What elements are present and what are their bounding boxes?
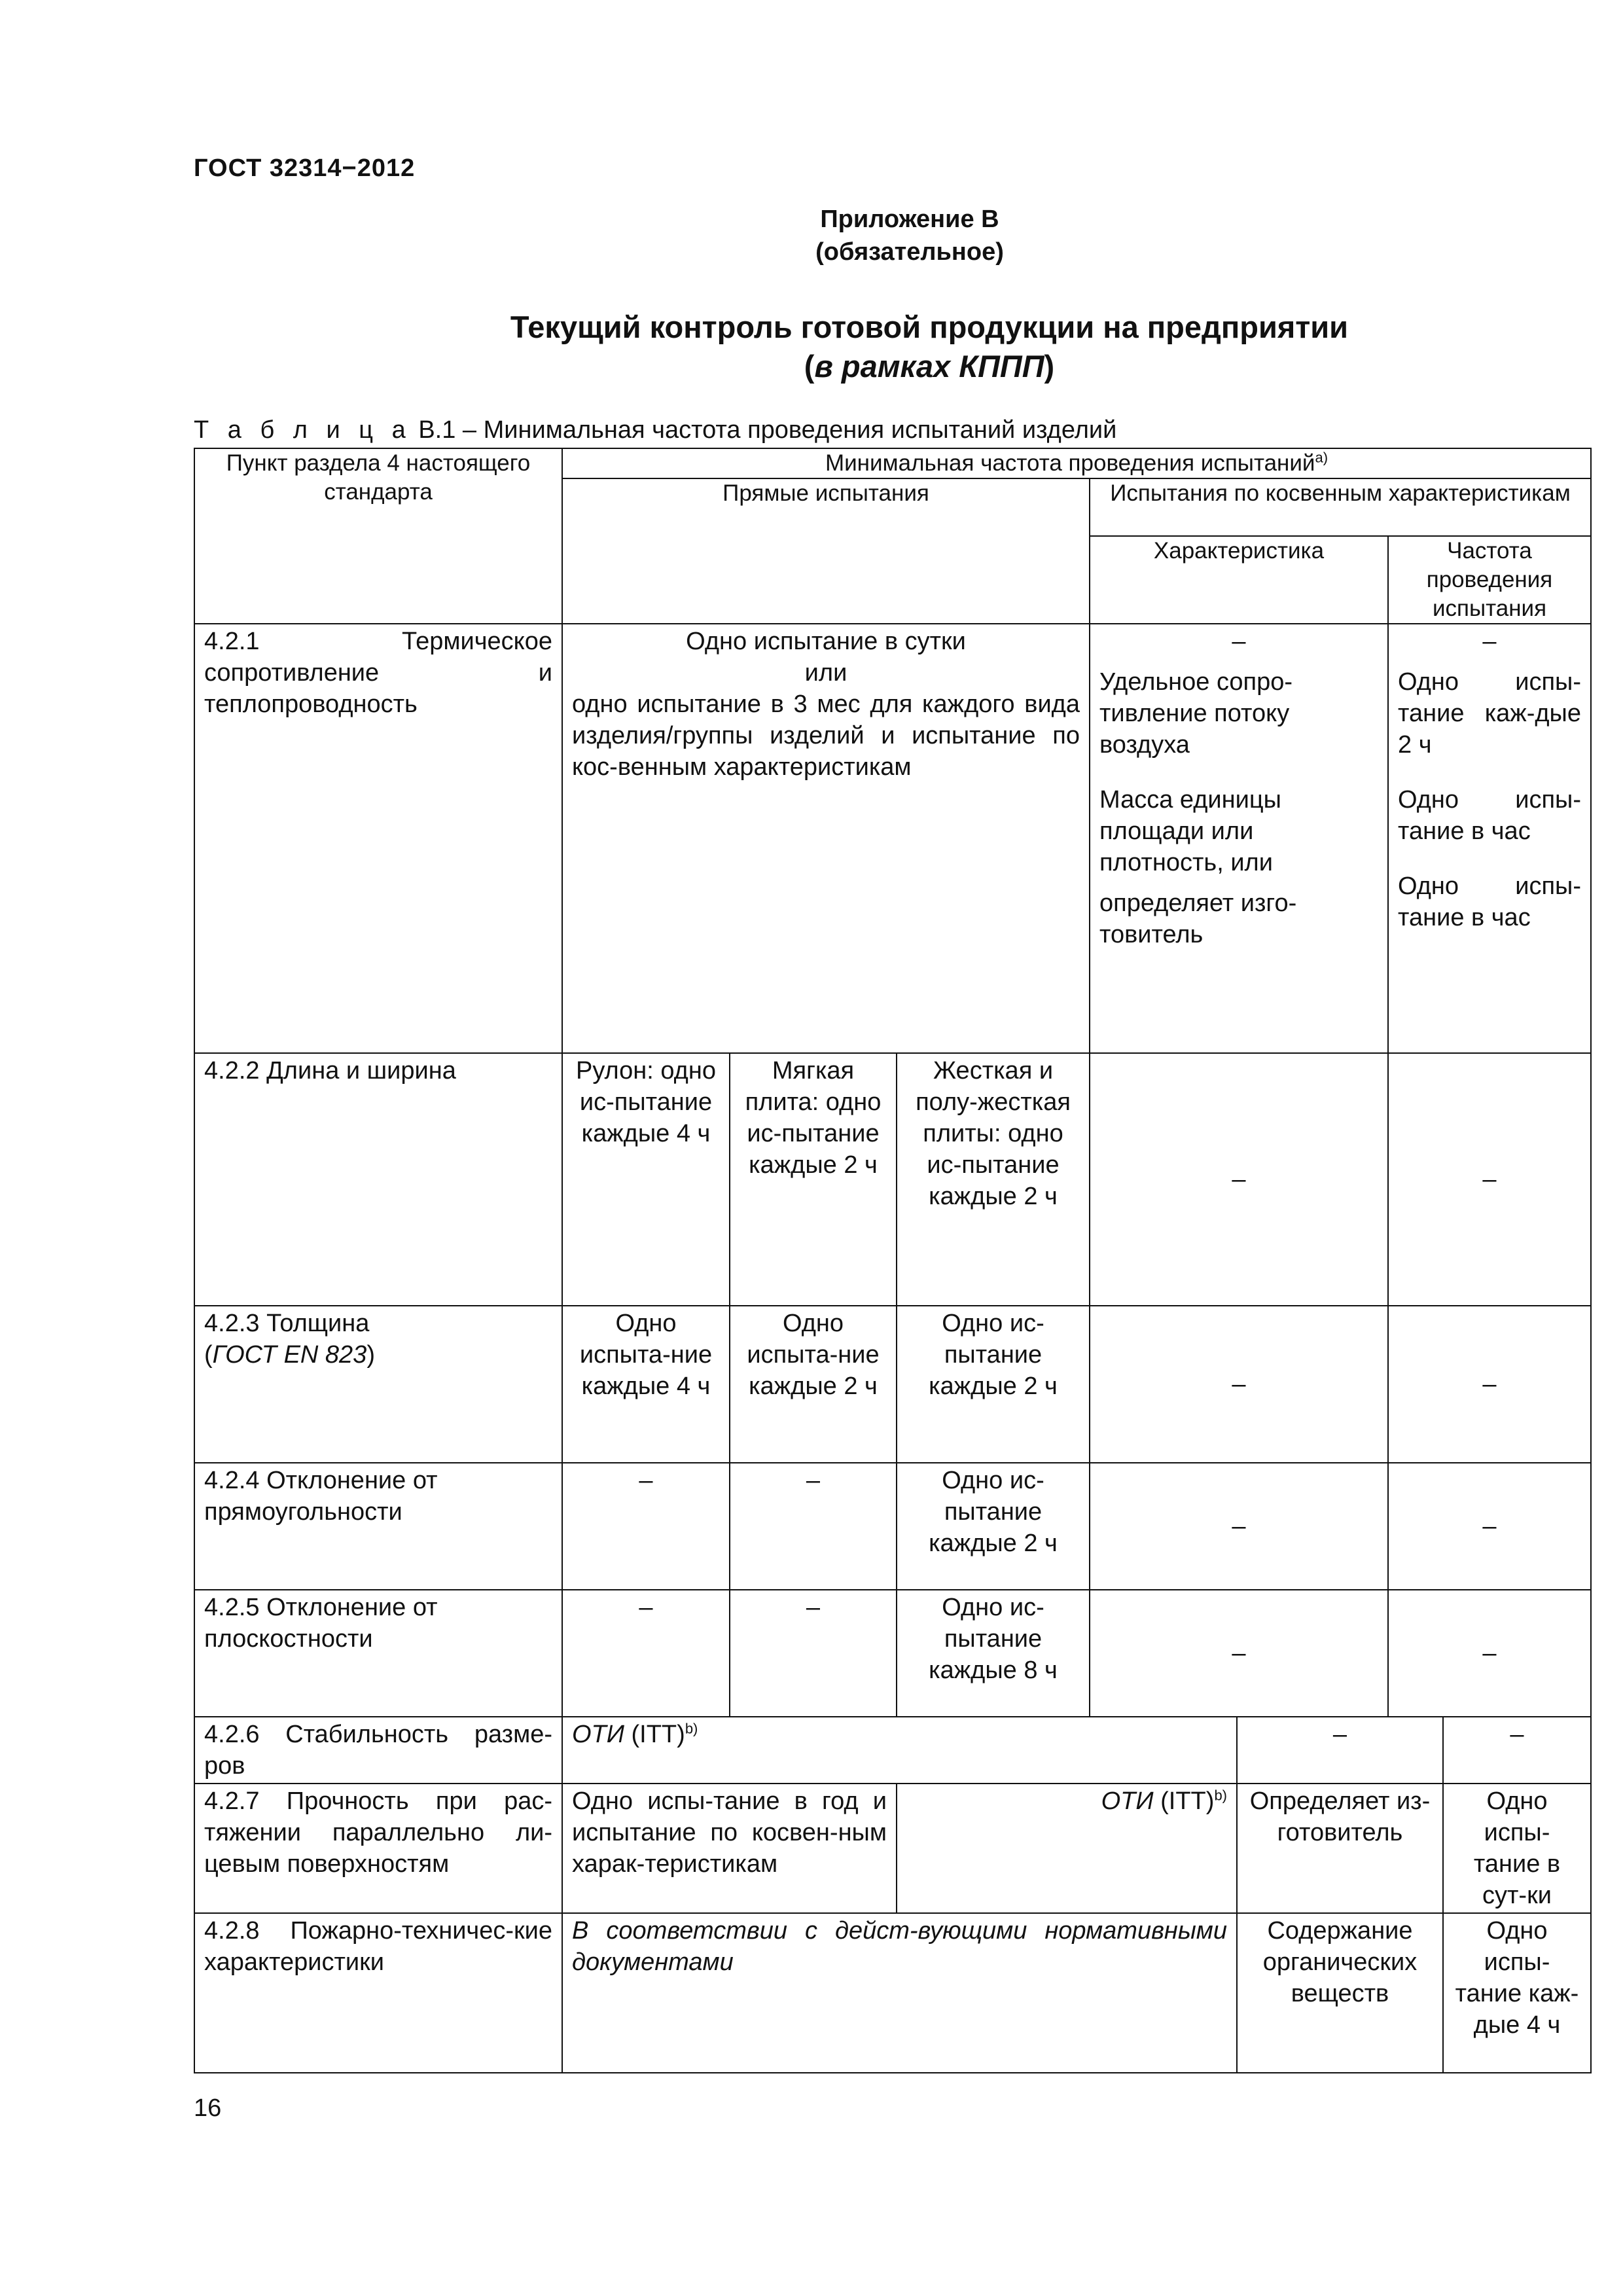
clause-4-2-8: 4.2.8 Пожарно-техничес-кие характеристики	[194, 1913, 562, 2073]
frequency-hourly-2: Одно испы-тание в час	[1398, 872, 1581, 931]
appendix-status: (обязательное)	[815, 238, 1004, 266]
roll-4-2-2: Рулон: одно ис-пытание каждые 4 ч	[562, 1053, 730, 1306]
frequency-every-2h: Одно испы-тание каж-дые 2 ч	[1398, 668, 1581, 759]
footnote-b-mark: b)	[685, 1720, 698, 1737]
itt-label: (ITT)	[1153, 1787, 1215, 1815]
itt-label: (ITT)	[624, 1721, 685, 1748]
table-row	[194, 624, 1591, 1053]
footnote-b-mark: b)	[1214, 1787, 1227, 1804]
soft-board-4-2-3: Одно испыта-ние каждые 2 ч	[730, 1306, 897, 1463]
characteristic-4-2-2: –	[1090, 1053, 1388, 1306]
direct-4-2-1-quarterly: одно испытание в 3 мес для каждого вида изделия/группы изделий и испытание по кос-венным характеристикам	[572, 691, 1080, 781]
characteristic-4-2-8: Содержание органических веществ	[1237, 1913, 1443, 2073]
frequency-4-2-4: –	[1388, 1463, 1591, 1590]
soft-board-4-2-2: Мягкая плита: одно ис-пытание каждые 2 ч	[730, 1053, 897, 1306]
clause-4-2-2: 4.2.2 Длина и ширина	[194, 1053, 562, 1306]
clause-4-2-3-ref	[204, 1339, 552, 1371]
table-caption-prefix: Т а б л и ц а	[194, 416, 412, 444]
characteristic-4-2-3: –	[1090, 1306, 1388, 1463]
direct-4-2-6	[562, 1717, 1237, 1784]
ref-paren-close: )	[366, 1341, 375, 1369]
clause-4-2-3-title: 4.2.3 Толщина	[204, 1310, 370, 1337]
soft-board-4-2-5: –	[730, 1590, 897, 1717]
direct-4-2-7-b	[897, 1784, 1237, 1913]
header-characteristic: Характеристика	[1090, 536, 1388, 624]
clause-4-2-7: 4.2.7 Прочность при рас-тяжении параллельно ли-цевым поверхностям	[194, 1784, 562, 1913]
header-min-frequency	[562, 448, 1591, 478]
page-title	[0, 308, 1623, 386]
clause-4-2-3	[194, 1306, 562, 1463]
document-code: ГОСТ 32314−2012	[194, 154, 416, 182]
header-direct-tests: Прямые испытания	[562, 478, 1090, 624]
title-line-2	[0, 347, 1623, 386]
direct-4-2-8: В соответствии с дейст-вующими нормативными документами	[562, 1913, 1237, 2073]
clause-4-2-1: 4.2.1 Термическое сопротивление и теплопроводность	[194, 624, 562, 1053]
direct-4-2-1-daily: Одно испытание в сутки	[686, 628, 966, 655]
header-clause: Пункт раздела 4 настоящего стандарта	[194, 448, 562, 624]
frequency-4-2-6: –	[1443, 1717, 1591, 1784]
frequency-4-2-5: –	[1388, 1590, 1591, 1717]
rigid-board-4-2-5: Одно ис-пытание каждые 8 ч	[897, 1590, 1090, 1717]
table-row	[194, 1913, 1591, 2073]
clause-4-2-4: 4.2.4 Отклонение от прямоугольности	[194, 1463, 562, 1590]
appendix-heading	[0, 203, 1623, 268]
header-indirect-tests: Испытания по косвенным характеристикам	[1090, 478, 1591, 536]
characteristic-4-2-7: Определяет из-готовитель	[1237, 1784, 1443, 1913]
frequency-hourly-1: Одно испы-тание в час	[1398, 786, 1581, 845]
table-caption-text: В.1 – Минимальная частота проведения испытаний изделий	[411, 416, 1117, 444]
roll-4-2-5: –	[562, 1590, 730, 1717]
frequency-4-2-8: Одно испы-тание каж-дые 4 ч	[1443, 1913, 1591, 2073]
characteristic-4-2-6: –	[1237, 1717, 1443, 1784]
table-row	[194, 1463, 1591, 1590]
characteristic-4-2-1-dash: –	[1232, 628, 1246, 655]
test-frequency-table	[194, 448, 1592, 2073]
appendix-label: Приложение В	[820, 206, 999, 233]
direct-4-2-1-or: или	[804, 659, 847, 687]
oti-label: ОТИ	[1101, 1787, 1154, 1815]
characteristic-4-2-1	[1090, 624, 1388, 1053]
ref-paren-open: (	[204, 1341, 213, 1369]
table-row	[194, 1306, 1591, 1463]
clause-4-2-5: 4.2.5 Отклонение от плоскостности	[194, 1590, 562, 1717]
rigid-board-4-2-4: Одно ис-пытание каждые 2 ч	[897, 1463, 1090, 1590]
characteristic-mass-density: Масса единицы площади или плотность, или	[1099, 786, 1281, 876]
table-row	[194, 1590, 1591, 1717]
roll-4-2-4: –	[562, 1463, 730, 1590]
page-number: 16	[194, 2094, 222, 2122]
clause-4-2-6: 4.2.6 Стабильность разме-ров	[194, 1717, 562, 1784]
oti-label: ОТИ	[572, 1721, 624, 1748]
rigid-board-4-2-3: Одно ис-пытание каждые 2 ч	[897, 1306, 1090, 1463]
ref-standard: ГОСТ EN 823	[212, 1341, 367, 1369]
frequency-4-2-2: –	[1388, 1053, 1591, 1306]
table-row	[194, 1717, 1591, 1784]
frequency-4-2-1	[1388, 624, 1591, 1053]
header-min-frequency-text: Минимальная частота проведения испытаний	[825, 450, 1315, 476]
soft-board-4-2-4: –	[730, 1463, 897, 1590]
table-row	[194, 1784, 1591, 1913]
direct-4-2-1	[562, 624, 1090, 1053]
frequency-4-2-1-dash: –	[1482, 628, 1497, 655]
rigid-board-4-2-2: Жесткая и полу-жесткая плиты: одно ис-пытание каждые 2 ч	[897, 1053, 1090, 1306]
table-row	[194, 1053, 1591, 1306]
title-paren-open: (	[804, 349, 815, 384]
title-italic: в рамках КППП	[814, 349, 1044, 384]
table-caption	[194, 416, 1116, 444]
footnote-a-mark: а)	[1315, 449, 1329, 466]
characteristic-air-resistance: Удельное сопро-тивление потоку воздуха	[1099, 668, 1293, 759]
characteristic-manufacturer: определяет изго-товитель	[1099, 889, 1297, 948]
title-paren-close: )	[1044, 349, 1055, 384]
title-line-1: Текущий контроль готовой продукции на предприятии	[510, 310, 1349, 344]
frequency-4-2-7: Одно испы-тание в сут-ки	[1443, 1784, 1591, 1913]
characteristic-4-2-5: –	[1090, 1590, 1388, 1717]
characteristic-4-2-4: –	[1090, 1463, 1388, 1590]
frequency-4-2-3: –	[1388, 1306, 1591, 1463]
header-test-frequency: Частота проведения испытания	[1388, 536, 1591, 624]
roll-4-2-3: Одно испыта-ние каждые 4 ч	[562, 1306, 730, 1463]
direct-4-2-7-a: Одно испы-тание в год и испытание по косвен-ным харак-теристикам	[562, 1784, 897, 1913]
